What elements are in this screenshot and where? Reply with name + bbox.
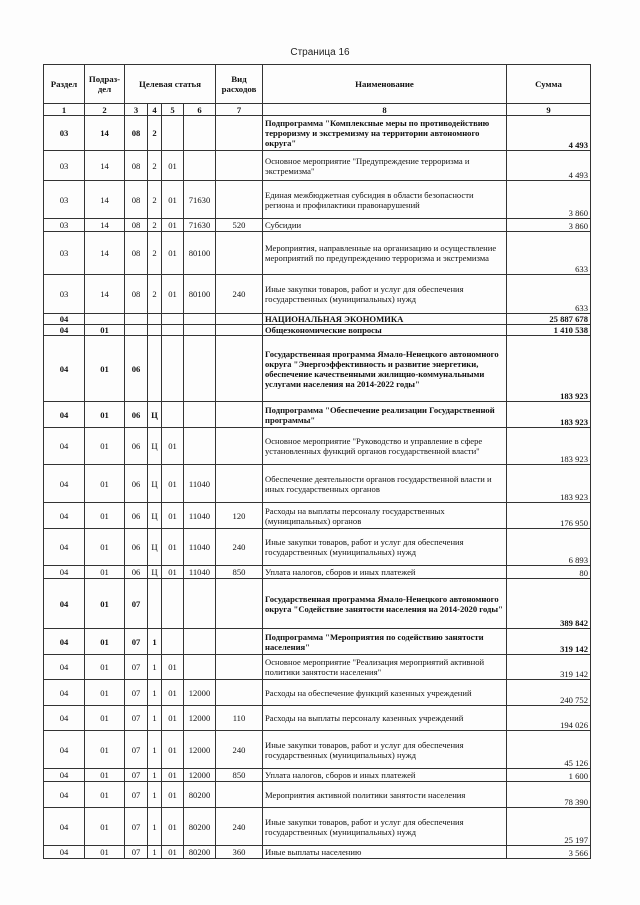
event-code-cell: 01 [162,655,184,680]
podrazdel-cell: 01 [85,655,125,680]
podrazdel-cell: 01 [85,325,125,336]
podrazdel-cell: 01 [85,782,125,808]
program-code-cell: 06 [125,336,148,402]
table-row [44,731,591,769]
expense-type-cell [216,465,263,503]
table-row [44,465,591,503]
subprogram-code-cell: 1 [148,706,162,731]
table-row [44,219,591,232]
subprogram-code-cell: 2 [148,219,162,232]
amount-cell: 183 923 [507,465,591,503]
header-naimenovanie: Наименование [263,65,507,104]
table-row [44,629,591,655]
program-code-cell: 08 [125,116,148,151]
razdel-cell: 04 [44,629,85,655]
col-number: 4 [148,104,162,116]
amount-cell: 176 950 [507,503,591,529]
direction-code-cell: 11040 [184,529,216,566]
direction-code-cell [184,325,216,336]
amount-cell: 633 [507,232,591,275]
amount-cell: 1 410 538 [507,325,591,336]
amount-cell: 4 493 [507,151,591,181]
name-cell: Обеспечение деятельности органов государственной власти и иных государственных органов [263,465,507,503]
direction-code-cell [184,314,216,325]
direction-code-cell [184,336,216,402]
subprogram-code-cell [148,579,162,629]
header-summa: Сумма [507,65,591,104]
name-cell: Подпрограмма "Обеспечение реализации Государственной программы" [263,402,507,428]
program-code-cell: 07 [125,782,148,808]
podrazdel-cell: 01 [85,731,125,769]
event-code-cell [162,629,184,655]
podrazdel-cell: 01 [85,503,125,529]
subprogram-code-cell [148,325,162,336]
program-code-cell: 07 [125,808,148,846]
expense-type-cell [216,314,263,325]
expense-type-cell: 110 [216,706,263,731]
event-code-cell [162,579,184,629]
event-code-cell [162,402,184,428]
podrazdel-cell [85,314,125,325]
direction-code-cell [184,655,216,680]
col-number: 1 [44,104,85,116]
subprogram-code-cell: Ц [148,402,162,428]
razdel-cell: 03 [44,219,85,232]
table-row [44,232,591,275]
program-code-cell: 07 [125,846,148,859]
table-row [44,428,591,465]
name-cell: Расходы на выплаты персоналу государственных (муниципальных) органов [263,503,507,529]
event-code-cell: 01 [162,428,184,465]
razdel-cell: 04 [44,769,85,782]
direction-code-cell: 80200 [184,846,216,859]
name-cell: Уплата налогов, сборов и иных платежей [263,566,507,579]
direction-code-cell [184,402,216,428]
direction-code-cell: 71630 [184,219,216,232]
direction-code-cell: 11040 [184,465,216,503]
budget-table [43,64,591,859]
amount-cell: 3 566 [507,846,591,859]
podrazdel-cell: 14 [85,219,125,232]
subprogram-code-cell: Ц [148,465,162,503]
podrazdel-cell: 01 [85,465,125,503]
amount-cell: 4 493 [507,116,591,151]
col-number: 7 [216,104,263,116]
razdel-cell: 04 [44,529,85,566]
page-number-label: Страница 16 [290,47,350,58]
event-code-cell: 01 [162,275,184,314]
program-code-cell: 08 [125,219,148,232]
subprogram-code-cell: 1 [148,782,162,808]
name-cell: Мероприятия активной политики занятости населения [263,782,507,808]
name-cell: Основное мероприятие "Предупреждение терроризма и экстремизма" [263,151,507,181]
direction-code-cell: 11040 [184,503,216,529]
name-cell: Субсидии [263,219,507,232]
event-code-cell: 01 [162,846,184,859]
podrazdel-cell: 14 [85,151,125,181]
direction-code-cell: 80100 [184,275,216,314]
name-cell: Основное мероприятие "Руководство и управление в сфере установленных функций органов государственной власти" [263,428,507,465]
expense-type-cell: 520 [216,219,263,232]
amount-cell: 389 842 [507,579,591,629]
event-code-cell: 01 [162,232,184,275]
expense-type-cell [216,336,263,402]
program-code-cell: 07 [125,769,148,782]
table-row [44,529,591,566]
expense-type-cell: 240 [216,275,263,314]
table-row [44,151,591,181]
event-code-cell [162,116,184,151]
name-cell: Иные закупки товаров, работ и услуг для обеспечения государственных (муниципальных) нужд [263,529,507,566]
subprogram-code-cell: 2 [148,116,162,151]
subprogram-code-cell: 1 [148,629,162,655]
subprogram-code-cell: Ц [148,566,162,579]
col-number: 6 [184,104,216,116]
table-row [44,680,591,706]
expense-type-cell: 850 [216,769,263,782]
event-code-cell [162,325,184,336]
expense-type-cell [216,629,263,655]
amount-cell: 633 [507,275,591,314]
program-code-cell: 07 [125,655,148,680]
program-code-cell [125,314,148,325]
amount-cell: 183 923 [507,336,591,402]
event-code-cell [162,336,184,402]
subprogram-code-cell: Ц [148,529,162,566]
table-row [44,769,591,782]
razdel-cell: 03 [44,151,85,181]
table-row [44,782,591,808]
amount-cell: 319 142 [507,629,591,655]
event-code-cell: 01 [162,219,184,232]
name-cell: Государственная программа Ямало-Ненецкого автономного округа "Содействие занятости населения на 2014-2020 годы" [263,579,507,629]
col-number: 3 [125,104,148,116]
table-row [44,275,591,314]
col-number: 8 [263,104,507,116]
event-code-cell: 01 [162,680,184,706]
table-row [44,181,591,219]
table-row [44,706,591,731]
subprogram-code-cell: Ц [148,503,162,529]
razdel-cell: 03 [44,116,85,151]
subprogram-code-cell: Ц [148,428,162,465]
amount-cell: 78 390 [507,782,591,808]
subprogram-code-cell: 2 [148,275,162,314]
podrazdel-cell: 01 [85,846,125,859]
direction-code-cell: 11040 [184,566,216,579]
razdel-cell: 04 [44,846,85,859]
razdel-cell: 04 [44,680,85,706]
table-row [44,503,591,529]
name-cell: Основное мероприятие "Реализация мероприятий активной политики занятости населения" [263,655,507,680]
program-code-cell: 06 [125,529,148,566]
name-cell: Иные выплаты населению [263,846,507,859]
razdel-cell: 04 [44,314,85,325]
amount-cell: 3 860 [507,219,591,232]
amount-cell: 6 893 [507,529,591,566]
podrazdel-cell: 01 [85,402,125,428]
podrazdel-cell: 01 [85,529,125,566]
podrazdel-cell: 01 [85,680,125,706]
podrazdel-cell: 01 [85,428,125,465]
program-code-cell: 07 [125,680,148,706]
name-cell: Подпрограмма "Мероприятия по содействию занятости населения" [263,629,507,655]
amount-cell: 25 197 [507,808,591,846]
podrazdel-cell: 14 [85,116,125,151]
program-code-cell: 08 [125,275,148,314]
razdel-cell: 04 [44,336,85,402]
podrazdel-cell: 14 [85,232,125,275]
podrazdel-cell: 14 [85,275,125,314]
expense-type-cell [216,116,263,151]
subprogram-code-cell [148,314,162,325]
amount-cell: 45 126 [507,731,591,769]
subprogram-code-cell: 1 [148,846,162,859]
name-cell: НАЦИОНАЛЬНАЯ ЭКОНОМИКА [263,314,507,325]
program-code-cell: 07 [125,629,148,655]
direction-code-cell: 12000 [184,731,216,769]
direction-code-cell [184,428,216,465]
name-cell: Расходы на выплаты персоналу казенных учреждений [263,706,507,731]
direction-code-cell: 12000 [184,706,216,731]
program-code-cell: 06 [125,503,148,529]
name-cell: Единая межбюджетная субсидия в области безопасности региона и профилактики правонарушений [263,181,507,219]
program-code-cell: 08 [125,151,148,181]
razdel-cell: 04 [44,808,85,846]
podrazdel-cell: 01 [85,566,125,579]
event-code-cell: 01 [162,151,184,181]
podrazdel-cell: 01 [85,808,125,846]
program-code-cell: 08 [125,181,148,219]
razdel-cell: 04 [44,465,85,503]
razdel-cell: 04 [44,566,85,579]
direction-code-cell [184,116,216,151]
podrazdel-cell: 01 [85,629,125,655]
expense-type-cell: 360 [216,846,263,859]
subprogram-code-cell [148,336,162,402]
table-row [44,579,591,629]
program-code-cell: 06 [125,465,148,503]
program-code-cell: 08 [125,232,148,275]
amount-cell: 194 026 [507,706,591,731]
program-code-cell: 07 [125,706,148,731]
expense-type-cell [216,325,263,336]
amount-cell: 240 752 [507,680,591,706]
table-body [44,116,591,859]
expense-type-cell [216,428,263,465]
expense-type-cell [216,680,263,706]
expense-type-cell [216,181,263,219]
direction-code-cell: 80200 [184,808,216,846]
razdel-cell: 03 [44,181,85,219]
podrazdel-cell: 01 [85,336,125,402]
table-row [44,566,591,579]
subprogram-code-cell: 2 [148,181,162,219]
direction-code-cell [184,629,216,655]
event-code-cell [162,314,184,325]
event-code-cell: 01 [162,529,184,566]
expense-type-cell [216,579,263,629]
razdel-cell: 03 [44,275,85,314]
col-number: 9 [507,104,591,116]
col-number: 2 [85,104,125,116]
podrazdel-cell: 01 [85,706,125,731]
razdel-cell: 04 [44,428,85,465]
expense-type-cell [216,655,263,680]
razdel-cell: 04 [44,579,85,629]
direction-code-cell: 71630 [184,181,216,219]
podrazdel-cell: 14 [85,181,125,219]
subprogram-code-cell: 2 [148,232,162,275]
amount-cell: 25 887 678 [507,314,591,325]
expense-type-cell: 240 [216,808,263,846]
header-podrazdel: Подраз-дел [85,65,125,104]
subprogram-code-cell: 1 [148,808,162,846]
header-vid-rashodov: Вид расходов [216,65,263,104]
subprogram-code-cell: 1 [148,680,162,706]
table-row [44,402,591,428]
expense-type-cell: 240 [216,529,263,566]
name-cell: Расходы на обеспечение функций казенных учреждений [263,680,507,706]
program-code-cell: 07 [125,731,148,769]
amount-cell: 3 860 [507,181,591,219]
name-cell: Подпрограмма "Комплексные меры по противодействию терроризму и экстремизму на территории автономного округа" [263,116,507,151]
subprogram-code-cell: 1 [148,769,162,782]
expense-type-cell [216,232,263,275]
name-cell: Государственная программа Ямало-Ненецкого автономного округа "Энергоэффективность и развитие энергетики, обеспечение качественными жилищно-коммунальными услугами населения на 2014-2022 годы" [263,336,507,402]
header-razdel: Раздел [44,65,85,104]
expense-type-cell: 850 [216,566,263,579]
expense-type-cell: 240 [216,731,263,769]
razdel-cell: 03 [44,232,85,275]
table-row [44,808,591,846]
razdel-cell: 04 [44,782,85,808]
event-code-cell: 01 [162,782,184,808]
name-cell: Уплата налогов, сборов и иных платежей [263,769,507,782]
program-code-cell: 07 [125,579,148,629]
razdel-cell: 04 [44,655,85,680]
name-cell: Общеэкономические вопросы [263,325,507,336]
table-row [44,325,591,336]
direction-code-cell [184,151,216,181]
razdel-cell: 04 [44,402,85,428]
event-code-cell: 01 [162,808,184,846]
amount-cell: 319 142 [507,655,591,680]
table-row [44,336,591,402]
event-code-cell: 01 [162,181,184,219]
event-code-cell: 01 [162,706,184,731]
razdel-cell: 04 [44,503,85,529]
direction-code-cell: 80100 [184,232,216,275]
expense-type-cell [216,151,263,181]
column-number-row [44,104,591,116]
razdel-cell: 04 [44,706,85,731]
program-code-cell: 06 [125,428,148,465]
podrazdel-cell: 01 [85,769,125,782]
header-celevaya-statya: Целевая статья [125,65,216,104]
table-row [44,846,591,859]
subprogram-code-cell: 2 [148,151,162,181]
name-cell: Иные закупки товаров, работ и услуг для обеспечения государственных (муниципальных) нужд [263,731,507,769]
amount-cell: 183 923 [507,428,591,465]
event-code-cell: 01 [162,465,184,503]
subprogram-code-cell: 1 [148,731,162,769]
amount-cell: 80 [507,566,591,579]
direction-code-cell: 12000 [184,680,216,706]
table-row [44,116,591,151]
subprogram-code-cell: 1 [148,655,162,680]
expense-type-cell: 120 [216,503,263,529]
direction-code-cell [184,579,216,629]
amount-cell: 183 923 [507,402,591,428]
event-code-cell: 01 [162,731,184,769]
expense-type-cell [216,782,263,808]
table-row [44,314,591,325]
name-cell: Мероприятия, направленные на организацию и осуществление мероприятий по предупреждению терроризма и экстремизма [263,232,507,275]
razdel-cell: 04 [44,325,85,336]
podrazdel-cell: 01 [85,579,125,629]
event-code-cell: 01 [162,503,184,529]
table-row [44,655,591,680]
expense-type-cell [216,402,263,428]
name-cell: Иные закупки товаров, работ и услуг для обеспечения государственных (муниципальных) нужд [263,808,507,846]
razdel-cell: 04 [44,731,85,769]
program-code-cell: 06 [125,402,148,428]
name-cell: Иные закупки товаров, работ и услуг для обеспечения государственных (муниципальных) нужд [263,275,507,314]
program-code-cell: 06 [125,566,148,579]
amount-cell: 1 600 [507,769,591,782]
direction-code-cell: 80200 [184,782,216,808]
col-number: 5 [162,104,184,116]
header-row [44,65,591,104]
direction-code-cell: 12000 [184,769,216,782]
event-code-cell: 01 [162,566,184,579]
program-code-cell [125,325,148,336]
event-code-cell: 01 [162,769,184,782]
